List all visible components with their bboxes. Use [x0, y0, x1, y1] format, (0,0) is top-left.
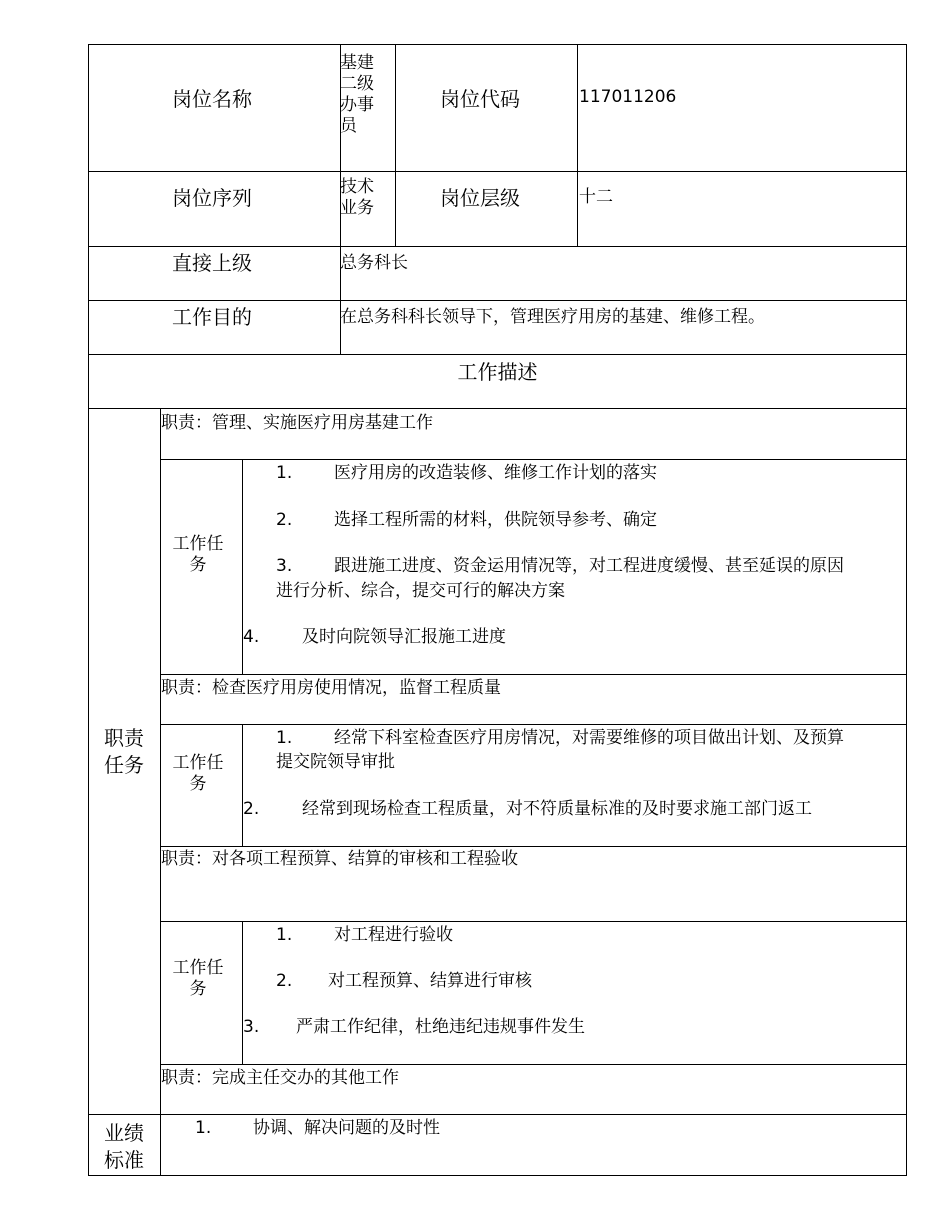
task-1-3-num: 3. [276, 556, 293, 576]
post-name-label: 岗位名称 [172, 87, 252, 111]
task-label-2: 工作任务 [172, 753, 224, 794]
task-2-2-text: 经常到现场检查工程质量，对不符质量标准的及时要求施工部门返工 [302, 799, 812, 819]
description-title: 工作描述 [457, 360, 538, 384]
task-1-3-text: 跟进施工进度、资金运用情况等，对工程进度缓慢、甚至延误的原因 [334, 556, 844, 576]
superior-value: 总务科长 [340, 253, 408, 273]
post-level-label: 岗位层级 [440, 186, 520, 210]
duty-1: 职责：管理、实施医疗用房基建工作 [161, 413, 433, 433]
purpose-value: 在总务科科长领导下，管理医疗用房的基建、维修工程。 [340, 307, 765, 327]
task-3-2-num: 2. [276, 971, 293, 991]
task-label-3: 工作任务 [172, 958, 224, 999]
performance-label: 业绩标准 [104, 1121, 144, 1172]
task-2-1-text: 经常下科室检查医疗用房情况，对需要维修的项目做出计划、及预算 [334, 728, 844, 748]
superior-label: 直接上级 [172, 251, 252, 275]
task-1-2-num: 2. [276, 510, 293, 530]
post-name-value: 基建二级办事员 [340, 53, 374, 136]
post-level-value: 十二 [579, 187, 613, 207]
task-3-1-text: 对工程进行验收 [334, 925, 453, 945]
task-3-3-text: 严肃工作纪律，杜绝违纪违规事件发生 [296, 1017, 585, 1037]
task-2-2-num: 2. [243, 799, 260, 819]
section-label: 职责任务 [104, 726, 144, 777]
task-2-1-text-cont: 提交院领导审批 [276, 752, 395, 772]
task-3-3-num: 3. [243, 1017, 260, 1037]
task-label-1: 工作任务 [172, 534, 224, 575]
purpose-label: 工作目的 [172, 305, 252, 329]
task-3-1-num: 1. [276, 925, 293, 945]
post-code-label: 岗位代码 [440, 87, 520, 111]
duty-3: 职责：对各项工程预算、结算的审核和工程验收 [161, 849, 518, 869]
performance-1-num: 1. [195, 1118, 212, 1138]
task-2-1-num: 1. [276, 728, 293, 748]
task-1-3-text-cont: 进行分析、综合，提交可行的解决方案 [276, 581, 565, 601]
duty-2: 职责：检查医疗用房使用情况，监督工程质量 [161, 678, 501, 698]
task-1-4-num: 4. [243, 627, 260, 647]
post-series-value: 技术业务 [340, 177, 374, 218]
performance-1-text: 协调、解决问题的及时性 [253, 1118, 440, 1138]
post-series-label: 岗位序列 [172, 186, 252, 210]
post-code-value: 117011206 [579, 87, 677, 107]
task-1-4-text: 及时向院领导汇报施工进度 [302, 627, 506, 647]
task-1-1-text: 医疗用房的改造装修、维修工作计划的落实 [334, 463, 657, 483]
task-1-1-num: 1. [276, 463, 293, 483]
task-3-2-text: 对工程预算、结算进行审核 [328, 971, 532, 991]
task-1-2-text: 选择工程所需的材料，供院领导参考、确定 [334, 510, 657, 530]
duty-4: 职责：完成主任交办的其他工作 [161, 1068, 399, 1088]
